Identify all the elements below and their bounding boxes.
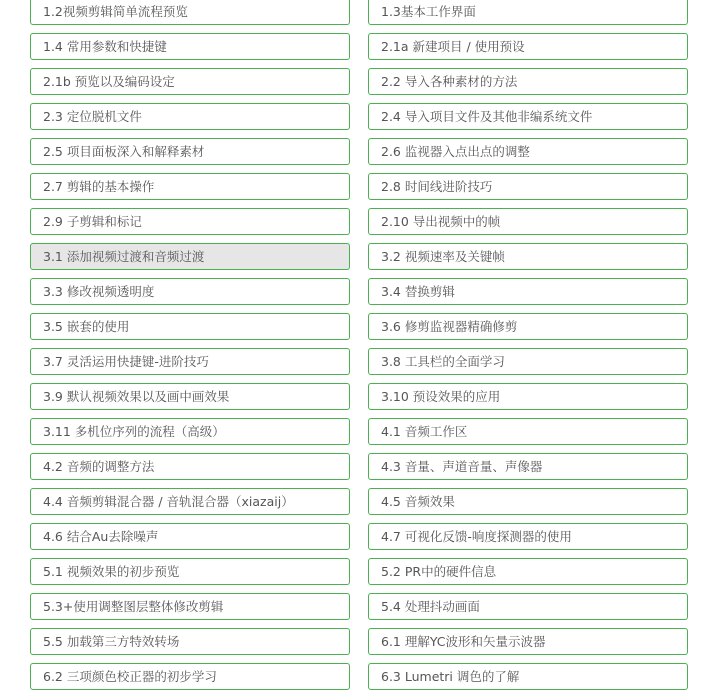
lesson-item[interactable]: 6.2 三项颜色校正器的初步学习	[30, 663, 350, 690]
lesson-item[interactable]: 3.10 预设效果的应用	[368, 383, 688, 410]
lesson-item[interactable]: 3.3 修改视频透明度	[30, 278, 350, 305]
lesson-item[interactable]: 5.1 视频效果的初步预览	[30, 558, 350, 585]
lesson-item[interactable]: 5.4 处理抖动画面	[368, 593, 688, 620]
lesson-item[interactable]: 2.4 导入项目文件及其他非编系统文件	[368, 103, 688, 130]
lesson-item[interactable]: 5.2 PR中的硬件信息	[368, 558, 688, 585]
lesson-item[interactable]: 4.7 可视化反馈-响度探测器的使用	[368, 523, 688, 550]
lesson-item[interactable]: 3.7 灵活运用快捷键-进阶技巧	[30, 348, 350, 375]
lesson-item[interactable]: 6.1 理解YC波形和矢量示波器	[368, 628, 688, 655]
lesson-item[interactable]: 2.5 项目面板深入和解释素材	[30, 138, 350, 165]
lesson-item[interactable]: 4.2 音频的调整方法	[30, 453, 350, 480]
lesson-item[interactable]: 6.3 Lumetri 调色的了解	[368, 663, 688, 690]
lesson-item[interactable]: 3.8 工具栏的全面学习	[368, 348, 688, 375]
lesson-item[interactable]: 4.5 音频效果	[368, 488, 688, 515]
lesson-item[interactable]: 1.3基本工作界面	[368, 0, 688, 25]
lesson-item[interactable]: 2.3 定位脱机文件	[30, 103, 350, 130]
lesson-item[interactable]: 4.3 音量、声道音量、声像器	[368, 453, 688, 480]
lesson-item[interactable]: 5.3+使用调整图层整体修改剪辑	[30, 593, 350, 620]
lesson-item[interactable]: 4.4 音频剪辑混合器 / 音轨混合器（xiazaij）	[30, 488, 350, 515]
lesson-list	[30, 0, 688, 690]
lesson-item[interactable]: 3.2 视频速率及关键帧	[368, 243, 688, 270]
lesson-item[interactable]: 4.1 音频工作区	[368, 418, 688, 445]
lesson-item[interactable]: 4.6 结合Au去除噪声	[30, 523, 350, 550]
lesson-item[interactable]: 3.6 修剪监视器精确修剪	[368, 313, 688, 340]
lesson-item[interactable]: 3.9 默认视频效果以及画中画效果	[30, 383, 350, 410]
lesson-item[interactable]: 2.9 子剪辑和标记	[30, 208, 350, 235]
lesson-item[interactable]: 2.1a 新建项目 / 使用预设	[368, 33, 688, 60]
lesson-item[interactable]: 3.5 嵌套的使用	[30, 313, 350, 340]
lesson-item[interactable]: 2.10 导出视频中的帧	[368, 208, 688, 235]
lesson-item[interactable]: 3.4 替换剪辑	[368, 278, 688, 305]
lesson-item[interactable]: 2.8 时间线进阶技巧	[368, 173, 688, 200]
lesson-item[interactable]: 5.5 加载第三方特效转场	[30, 628, 350, 655]
lesson-item[interactable]: 2.1b 预览以及编码设定	[30, 68, 350, 95]
lesson-item[interactable]: 2.7 剪辑的基本操作	[30, 173, 350, 200]
lesson-item[interactable]: 3.11 多机位序列的流程（高级）	[30, 418, 350, 445]
lesson-item[interactable]: 2.6 监视器入点出点的调整	[368, 138, 688, 165]
lesson-item[interactable]: 1.2视频剪辑简单流程预览	[30, 0, 350, 25]
lesson-item[interactable]: 2.2 导入各种素材的方法	[368, 68, 688, 95]
lesson-item[interactable]: 3.1 添加视频过渡和音频过渡	[30, 243, 350, 270]
lesson-item[interactable]: 1.4 常用参数和快捷键	[30, 33, 350, 60]
